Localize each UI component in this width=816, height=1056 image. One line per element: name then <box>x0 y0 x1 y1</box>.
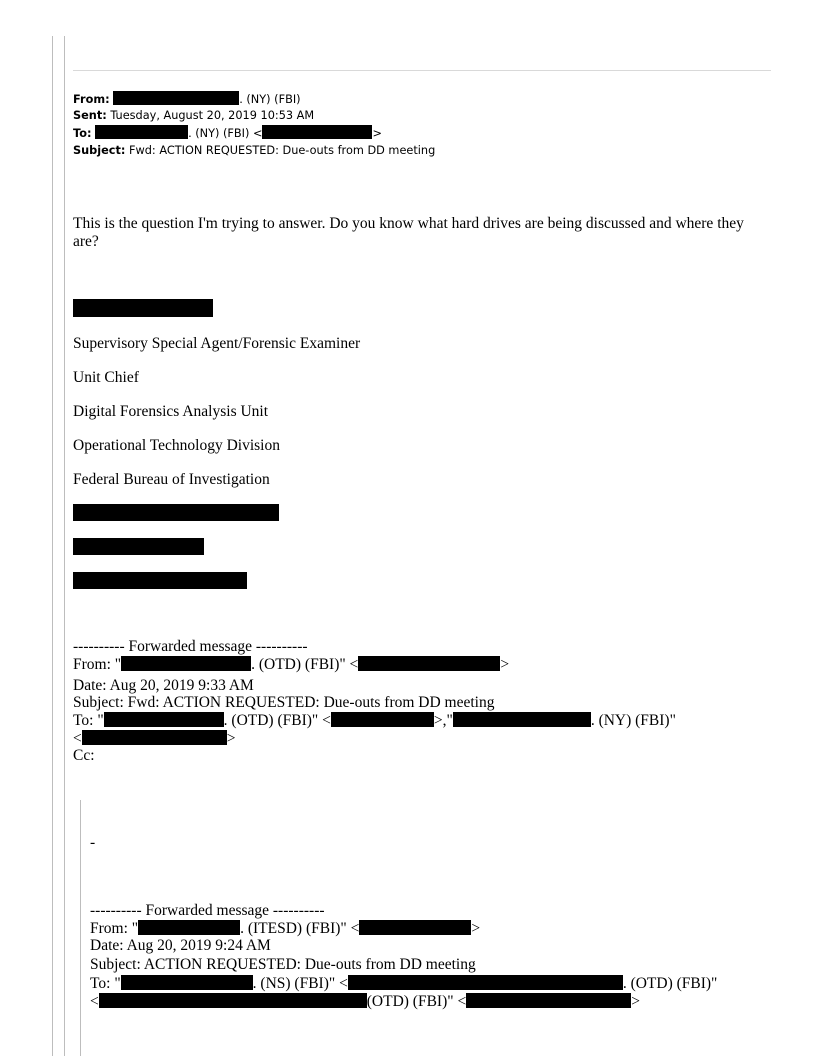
body-line-1: This is the question I'm trying to answer. Do you know what hard drives are being discussed and where they <box>73 215 744 232</box>
signature-title: Supervisory Special Agent/Forensic Examiner <box>73 335 361 352</box>
header-divider <box>73 70 771 71</box>
forward1-divider: ---------- Forwarded message ---------- <box>73 638 308 655</box>
redaction-block <box>358 656 500 671</box>
redaction-block <box>262 125 372 139</box>
redaction-block <box>359 920 471 935</box>
redaction-block <box>113 91 239 105</box>
forward2-divider: ---------- Forwarded message ---------- <box>90 902 325 919</box>
from-label: From: <box>73 93 110 106</box>
header-sent <box>73 108 314 124</box>
quote-bar-inner <box>64 36 65 1056</box>
forward1-to: To: " . (OTD) (FBI)" < >," . (NY) (FBI)" <box>73 712 676 729</box>
signature-unit: Digital Forensics Analysis Unit <box>73 403 269 420</box>
redaction-block <box>348 975 623 990</box>
redaction-block <box>466 993 631 1008</box>
sent-value: Tuesday, August 20, 2019 10:53 AM <box>110 109 315 122</box>
signature-redaction <box>73 504 279 521</box>
subject-label: Subject: <box>73 144 126 157</box>
redaction-block <box>95 125 188 139</box>
to-label: To: <box>73 127 92 140</box>
redaction-block <box>453 712 591 727</box>
header-to <box>73 125 382 142</box>
forward2-subject: Subject: ACTION REQUESTED: Due-outs from DD meeting <box>90 956 476 973</box>
signature-redaction <box>73 538 204 555</box>
signature-division: Operational Technology Division <box>73 437 280 454</box>
to-close: > <box>372 127 382 140</box>
quote-bar-nested <box>80 800 81 1056</box>
forward1-from: From: " . (OTD) (FBI)" < > <box>73 656 510 673</box>
forward1-subject: Subject: Fwd: ACTION REQUESTED: Due-outs from DD meeting <box>73 694 495 711</box>
to-suffix: . (NY) (FBI) < <box>188 127 263 140</box>
redaction-block <box>121 975 253 990</box>
header-from <box>73 91 301 108</box>
from-suffix: . (NY) (FBI) <box>239 93 301 106</box>
forward1-cc: Cc: <box>73 747 95 764</box>
signature-name-redaction <box>73 299 213 317</box>
signature-redaction <box>73 572 247 589</box>
forward1-date: Date: Aug 20, 2019 9:33 AM <box>73 677 254 694</box>
redaction-block <box>104 712 224 727</box>
forward2-to-cont: < (OTD) (FBI)" < > <box>90 993 640 1010</box>
header-subject <box>73 143 435 159</box>
forward2-date: Date: Aug 20, 2019 9:24 AM <box>90 937 271 954</box>
redaction-block <box>82 730 227 745</box>
redaction-block <box>99 993 367 1008</box>
redaction-block <box>138 920 240 935</box>
forward2-to: To: " . (NS) (FBI)" < . (OTD) (FBI)" <box>90 975 718 992</box>
signature-agency: Federal Bureau of Investigation <box>73 471 270 488</box>
forward2-dash: - <box>90 834 96 851</box>
forward2-from: From: " . (ITESD) (FBI)" < > <box>90 920 481 937</box>
signature-role: Unit Chief <box>73 369 139 386</box>
body-line-2: are? <box>73 233 99 250</box>
quote-bar-outer <box>52 36 53 1056</box>
sent-label: Sent: <box>73 109 107 122</box>
forward1-to-cont: < > <box>73 730 236 747</box>
redaction-block <box>331 712 434 727</box>
subject-value: Fwd: ACTION REQUESTED: Due-outs from DD meeting <box>129 144 436 157</box>
redaction-block <box>121 656 251 671</box>
